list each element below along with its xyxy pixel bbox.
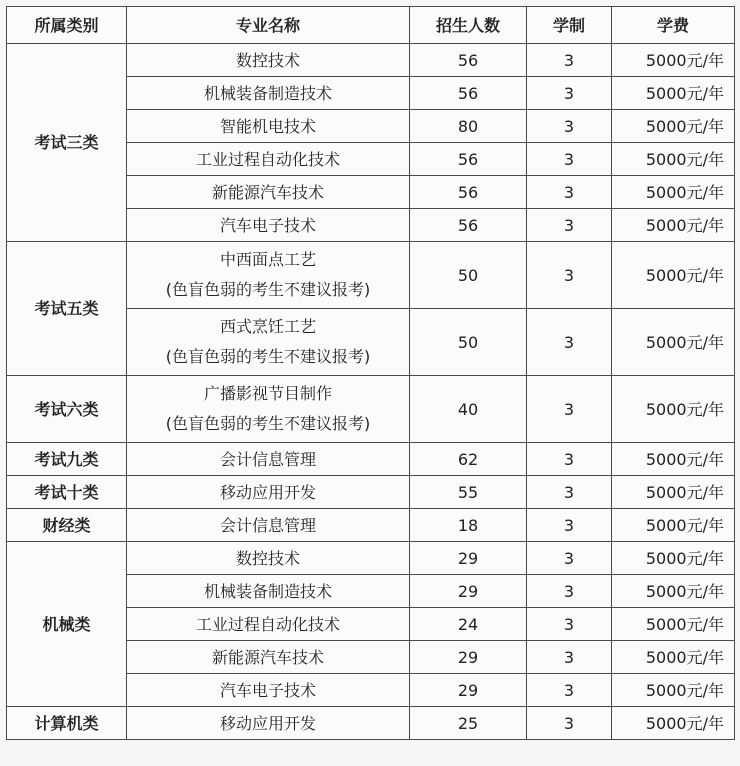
- fee-cell: 5000元/年: [612, 176, 735, 209]
- major-cell: 会计信息管理: [127, 509, 410, 542]
- years-cell: 3: [527, 77, 612, 110]
- header-category: 所属类别: [7, 7, 127, 44]
- major-cell: 移动应用开发: [127, 476, 410, 509]
- major-name: 西式烹饪工艺: [219, 317, 316, 336]
- fee-cell: 5000元/年: [612, 707, 735, 740]
- years-cell: 3: [527, 209, 612, 242]
- table-row: [7, 476, 735, 509]
- major-cell: 数控技术: [127, 44, 410, 77]
- category-cell: 财经类: [7, 509, 127, 542]
- fee-cell: 5000元/年: [612, 608, 735, 641]
- major-cell: [127, 309, 410, 376]
- fee-cell: 5000元/年: [612, 542, 735, 575]
- major-cell: 新能源汽车技术: [127, 641, 410, 674]
- years-cell: 3: [527, 641, 612, 674]
- major-name: 中西面点工艺: [219, 250, 316, 269]
- category-cell: 考试十类: [7, 476, 127, 509]
- major-cell: 会计信息管理: [127, 443, 410, 476]
- years-cell: 3: [527, 476, 612, 509]
- major-note: (色盲色弱的考生不建议报考): [165, 414, 371, 433]
- major-cell: 移动应用开发: [127, 707, 410, 740]
- table-row: [7, 509, 735, 542]
- years-cell: 3: [527, 707, 612, 740]
- count-cell: 50: [410, 242, 527, 309]
- major-cell: [127, 376, 410, 443]
- years-cell: 3: [527, 542, 612, 575]
- count-cell: 56: [410, 209, 527, 242]
- count-cell: 56: [410, 44, 527, 77]
- major-cell: 汽车电子技术: [127, 209, 410, 242]
- years-cell: 3: [527, 443, 612, 476]
- years-cell: 3: [527, 309, 612, 376]
- major-cell: 机械装备制造技术: [127, 77, 410, 110]
- years-cell: 3: [527, 608, 612, 641]
- major-cell: 智能机电技术: [127, 110, 410, 143]
- fee-cell: 5000元/年: [612, 641, 735, 674]
- header-years: 学制: [527, 7, 612, 44]
- fee-cell: 5000元/年: [612, 476, 735, 509]
- count-cell: 56: [410, 143, 527, 176]
- fee-cell: 5000元/年: [612, 110, 735, 143]
- fee-cell: 5000元/年: [612, 309, 735, 376]
- fee-cell: 5000元/年: [612, 674, 735, 707]
- fee-cell: 5000元/年: [612, 77, 735, 110]
- enrollment-table: [6, 6, 735, 740]
- count-cell: 56: [410, 176, 527, 209]
- major-cell: 汽车电子技术: [127, 674, 410, 707]
- major-name: 广播影视节目制作: [203, 384, 332, 403]
- table-row: [7, 542, 735, 575]
- years-cell: 3: [527, 176, 612, 209]
- table-row: [7, 242, 735, 309]
- major-cell: 数控技术: [127, 542, 410, 575]
- header-fee: 学费: [612, 7, 735, 44]
- count-cell: 29: [410, 542, 527, 575]
- years-cell: 3: [527, 674, 612, 707]
- major-cell: [127, 242, 410, 309]
- count-cell: 55: [410, 476, 527, 509]
- count-cell: 18: [410, 509, 527, 542]
- table-row: [7, 707, 735, 740]
- header-major: 专业名称: [127, 7, 410, 44]
- table-row: [7, 376, 735, 443]
- count-cell: 29: [410, 641, 527, 674]
- count-cell: 62: [410, 443, 527, 476]
- fee-cell: 5000元/年: [612, 443, 735, 476]
- fee-cell: 5000元/年: [612, 242, 735, 309]
- count-cell: 29: [410, 575, 527, 608]
- table-row: [7, 443, 735, 476]
- count-cell: 24: [410, 608, 527, 641]
- header-count: 招生人数: [410, 7, 527, 44]
- fee-cell: 5000元/年: [612, 376, 735, 443]
- count-cell: 80: [410, 110, 527, 143]
- major-cell: 新能源汽车技术: [127, 176, 410, 209]
- fee-cell: 5000元/年: [612, 44, 735, 77]
- count-cell: 56: [410, 77, 527, 110]
- category-cell: 计算机类: [7, 707, 127, 740]
- major-note: (色盲色弱的考生不建议报考): [165, 347, 371, 366]
- category-cell: 考试三类: [7, 44, 127, 242]
- fee-cell: 5000元/年: [612, 575, 735, 608]
- years-cell: 3: [527, 44, 612, 77]
- major-cell: 工业过程自动化技术: [127, 608, 410, 641]
- count-cell: 25: [410, 707, 527, 740]
- count-cell: 40: [410, 376, 527, 443]
- fee-cell: 5000元/年: [612, 509, 735, 542]
- major-cell: 工业过程自动化技术: [127, 143, 410, 176]
- fee-cell: 5000元/年: [612, 143, 735, 176]
- years-cell: 3: [527, 376, 612, 443]
- years-cell: 3: [527, 143, 612, 176]
- header-row: [7, 7, 735, 44]
- major-note: (色盲色弱的考生不建议报考): [165, 280, 371, 299]
- count-cell: 29: [410, 674, 527, 707]
- major-cell: 机械装备制造技术: [127, 575, 410, 608]
- category-cell: 考试九类: [7, 443, 127, 476]
- years-cell: 3: [527, 509, 612, 542]
- count-cell: 50: [410, 309, 527, 376]
- category-cell: 考试五类: [7, 242, 127, 376]
- years-cell: 3: [527, 110, 612, 143]
- category-cell: 考试六类: [7, 376, 127, 443]
- years-cell: 3: [527, 575, 612, 608]
- category-cell: 机械类: [7, 542, 127, 707]
- table-row: [7, 44, 735, 77]
- fee-cell: 5000元/年: [612, 209, 735, 242]
- years-cell: 3: [527, 242, 612, 309]
